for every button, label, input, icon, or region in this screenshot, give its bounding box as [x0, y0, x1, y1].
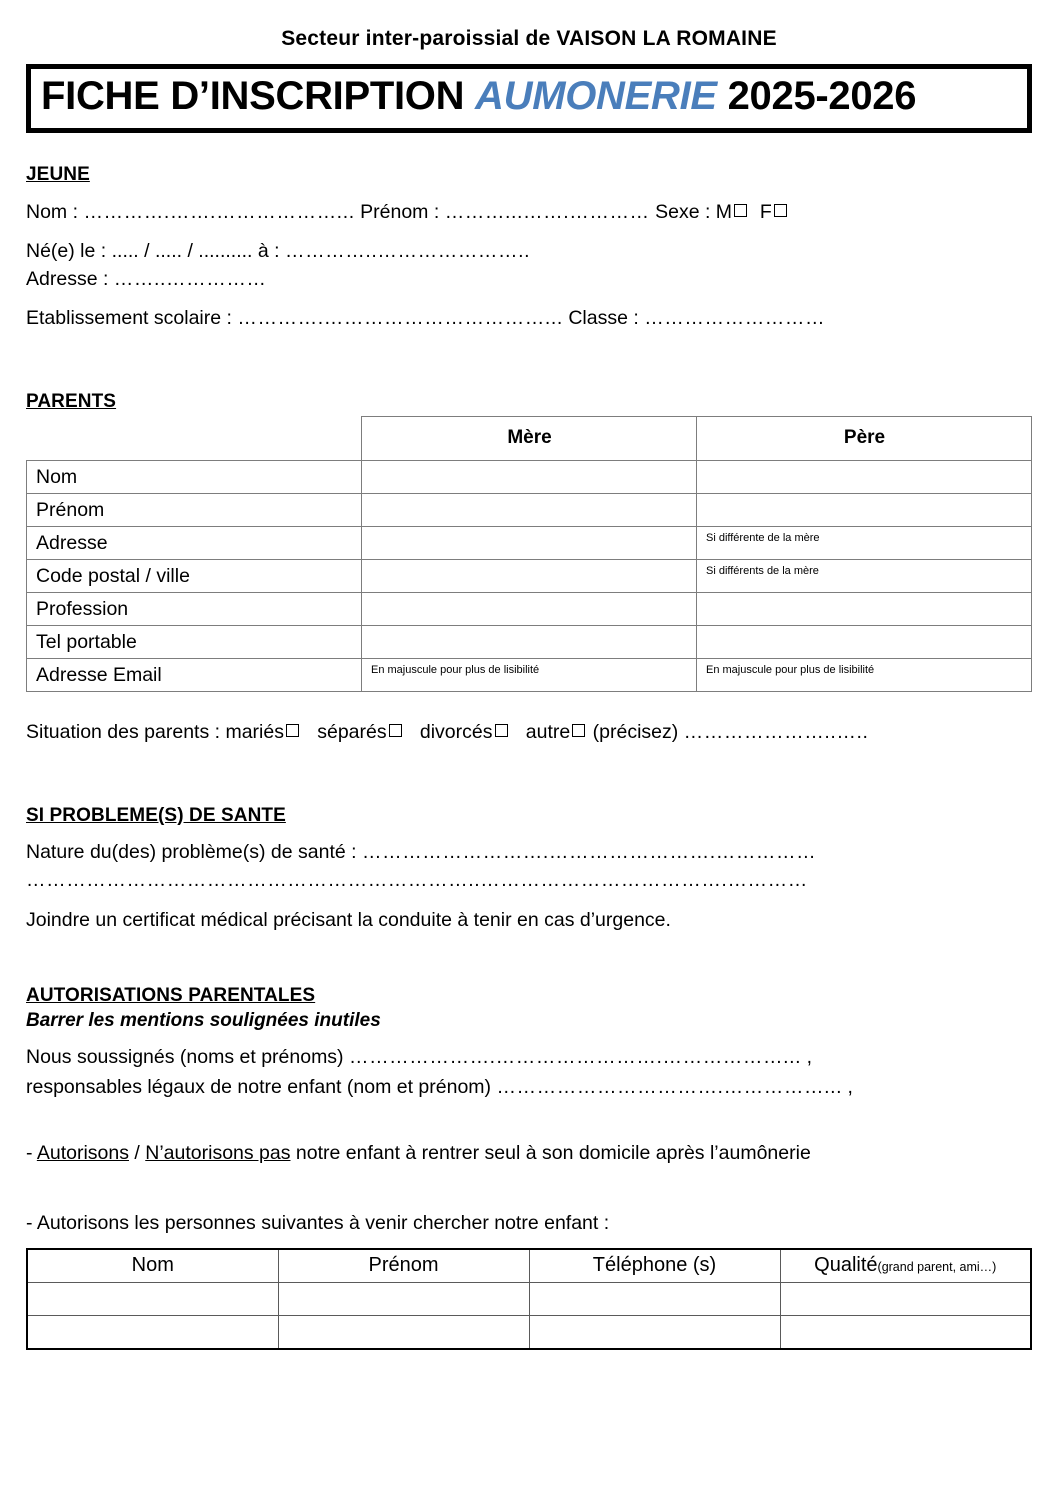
- soussignes-line: [26, 1044, 1032, 1072]
- parents-cell-pere[interactable]: [697, 461, 1032, 494]
- situation-divorces-checkbox[interactable]: [495, 724, 508, 737]
- situation-divorces-label: divorcés: [419, 721, 493, 744]
- soussignes-label: Nous soussignés (noms et prénoms): [26, 1045, 349, 1068]
- situation-autre-checkbox[interactable]: [572, 724, 585, 737]
- parents-heading: PARENTS: [26, 391, 117, 413]
- etablissement-input-line[interactable]: ………….……………………………...: [237, 307, 563, 330]
- parents-row-label: Profession: [27, 593, 362, 626]
- parents-table-row: [27, 461, 1032, 494]
- persons-table-cell[interactable]: [780, 1283, 1031, 1316]
- page-title: [41, 75, 1017, 118]
- parents-cell-pere[interactable]: Si différente de la mère: [697, 527, 1032, 560]
- sante-heading: SI PROBLEME(S) DE SANTE: [26, 804, 286, 826]
- persons-table-cell[interactable]: [278, 1316, 529, 1349]
- persons-header-prenom: Prénom: [278, 1249, 529, 1283]
- soussignes-comma: ,: [801, 1045, 813, 1068]
- title-part-1: FICHE D’INSCRIPTION: [41, 74, 476, 119]
- naissance-lieu-input-line[interactable]: …………..…………………..: [284, 239, 531, 262]
- persons-table-cell[interactable]: [529, 1316, 780, 1349]
- parents-row-label: Adresse: [27, 527, 362, 560]
- parents-table: [26, 416, 1032, 692]
- parents-cell-pere[interactable]: [697, 626, 1032, 659]
- persons-table-cell[interactable]: [780, 1316, 1031, 1349]
- title-box: [26, 64, 1032, 133]
- parents-table-header-row: [27, 417, 1032, 461]
- parents-cell-pere[interactable]: [697, 494, 1032, 527]
- persons-table: [26, 1248, 1032, 1350]
- parents-cell-mere[interactable]: [362, 626, 697, 659]
- section-parents: [26, 391, 1032, 747]
- persons-table-cell[interactable]: [27, 1283, 278, 1316]
- parents-row-label: Tel portable: [27, 626, 362, 659]
- responsables-label: responsables légaux de notre enfant (nom et prénom): [26, 1076, 497, 1099]
- parents-row-label: Code postal / ville: [27, 560, 362, 593]
- parents-row-label: Prénom: [27, 494, 362, 527]
- persons-header-telephone: Téléphone (s): [529, 1249, 780, 1283]
- parents-cell-mere[interactable]: En majuscule pour plus de lisibilité: [362, 659, 697, 692]
- situation-precisez-input-line[interactable]: …………………..…..: [683, 721, 869, 744]
- sante-nature-label: Nature du(des) problème(s) de santé :: [26, 840, 362, 863]
- autorisations-subheading: Barrer les mentions soulignées inutiles: [26, 1009, 381, 1031]
- sante-nature-input-line[interactable]: ……………………….…………………….……………: [362, 840, 817, 863]
- title-accent-aumonerie: AUMONERIE: [475, 74, 717, 119]
- persons-table-cell[interactable]: [278, 1283, 529, 1316]
- nom-label: Nom :: [26, 201, 84, 224]
- persons-table-row: [27, 1316, 1031, 1349]
- classe-input-line[interactable]: ………………………: [644, 307, 826, 330]
- situation-precisez-label: (précisez): [587, 721, 684, 744]
- jeune-heading: JEUNE: [26, 164, 90, 186]
- parents-table-row: [27, 626, 1032, 659]
- section-autorisations: [26, 985, 1032, 1350]
- sexe-f-label: F: [759, 201, 772, 224]
- parents-row-label: Nom: [27, 461, 362, 494]
- persons-header-nom: Nom: [27, 1249, 278, 1283]
- persons-table-cell[interactable]: [27, 1316, 278, 1349]
- sante-nature-line-2: [26, 867, 1032, 895]
- jeune-birth-line: [26, 238, 1032, 266]
- sante-nature-line: [26, 839, 1032, 867]
- situation-maries-checkbox[interactable]: [286, 724, 299, 737]
- parents-table-row: [27, 494, 1032, 527]
- parents-table-row: [27, 593, 1032, 626]
- parents-table-row: [27, 659, 1032, 692]
- autorisation-personnes-line: - Autorisons les personnes suivantes à venir chercher notre enfant :: [26, 1211, 610, 1234]
- autorisations-heading: AUTORISATIONS PARENTALES: [26, 984, 316, 1006]
- autorisons-separator: /: [128, 1142, 146, 1165]
- autorisons-option[interactable]: Autorisons: [36, 1142, 129, 1165]
- responsables-comma: ,: [842, 1076, 853, 1099]
- n-autorisons-pas-option[interactable]: N’autorisons pas: [145, 1142, 291, 1165]
- parents-column-header-mere: Mère: [362, 417, 697, 461]
- parents-cell-mere[interactable]: [362, 593, 697, 626]
- parents-cell-mere[interactable]: [362, 560, 697, 593]
- section-jeune: [26, 164, 1032, 333]
- parents-table-corner-cell: [27, 417, 362, 461]
- autorisation-bullet: -: [26, 1142, 37, 1165]
- persons-header-qualite: [780, 1249, 1031, 1283]
- jeune-address-line: [26, 266, 1032, 294]
- persons-table-cell[interactable]: [529, 1283, 780, 1316]
- persons-header-qualite-label: Qualité: [814, 1254, 878, 1277]
- responsables-input-line[interactable]: …………………………….……………...: [496, 1076, 843, 1099]
- document-subtitle: Secteur inter-paroissial de VAISON LA ROMAINE: [281, 27, 777, 50]
- persons-header-qualite-note: (grand parent, ami…): [877, 1260, 997, 1275]
- situation-label: Situation des parents : mariés: [26, 721, 284, 744]
- adresse-label: Adresse :: [26, 267, 114, 290]
- responsables-line: [26, 1074, 1032, 1102]
- sante-certificat-note: Joindre un certificat médical précisant la conduite à tenir en cas d’urgence.: [26, 909, 671, 932]
- nom-input-line[interactable]: ………….…….………………...: [83, 201, 355, 224]
- sexe-label: Sexe : M: [649, 201, 733, 224]
- parents-cell-mere[interactable]: [362, 527, 697, 560]
- situation-separes-checkbox[interactable]: [389, 724, 402, 737]
- classe-label: Classe :: [562, 307, 645, 330]
- situation-parents-line: [26, 719, 1032, 747]
- parents-cell-mere[interactable]: [362, 494, 697, 527]
- title-part-2: 2025-2026: [716, 74, 917, 119]
- situation-separes-label: séparés: [317, 721, 387, 744]
- parents-column-header-pere: Père: [697, 417, 1032, 461]
- persons-table-row: [27, 1283, 1031, 1316]
- prenom-label: Prénom :: [354, 201, 445, 224]
- jeune-identity-line: [26, 199, 1032, 227]
- parents-cell-pere[interactable]: [697, 593, 1032, 626]
- sexe-m-checkbox[interactable]: [734, 204, 747, 217]
- autorisation-retour-seul-line: [26, 1140, 1032, 1168]
- sante-nature-input-line-2[interactable]: …………………………………………………………..……………………………….…………: [26, 869, 808, 892]
- adresse-input-line[interactable]: ……..……………: [113, 267, 267, 290]
- parents-cell-pere[interactable]: Si différents de la mère: [697, 560, 1032, 593]
- jeune-school-line: [26, 305, 1032, 333]
- etablissement-label: Etablissement scolaire :: [26, 307, 238, 330]
- persons-table-header-row: [27, 1249, 1031, 1283]
- section-sante: [26, 805, 1032, 935]
- sexe-f-checkbox[interactable]: [774, 204, 787, 217]
- naissance-label: Né(e) le : ..... / ..... / .......... à :: [26, 239, 285, 262]
- parents-row-label: Adresse Email: [27, 659, 362, 692]
- parents-table-row: [27, 560, 1032, 593]
- situation-autre-label: autre: [525, 721, 571, 744]
- parents-table-row: [27, 527, 1032, 560]
- prenom-input-line[interactable]: ………...…….…………: [444, 201, 650, 224]
- autorisation-retour-seul-text: notre enfant à rentrer seul à son domicile après l’aumônerie: [290, 1142, 811, 1165]
- parents-cell-mere[interactable]: [362, 461, 697, 494]
- parents-cell-pere[interactable]: En majuscule pour plus de lisibilité: [697, 659, 1032, 692]
- soussignes-input-line[interactable]: ………………….…………………….………………...: [348, 1045, 802, 1068]
